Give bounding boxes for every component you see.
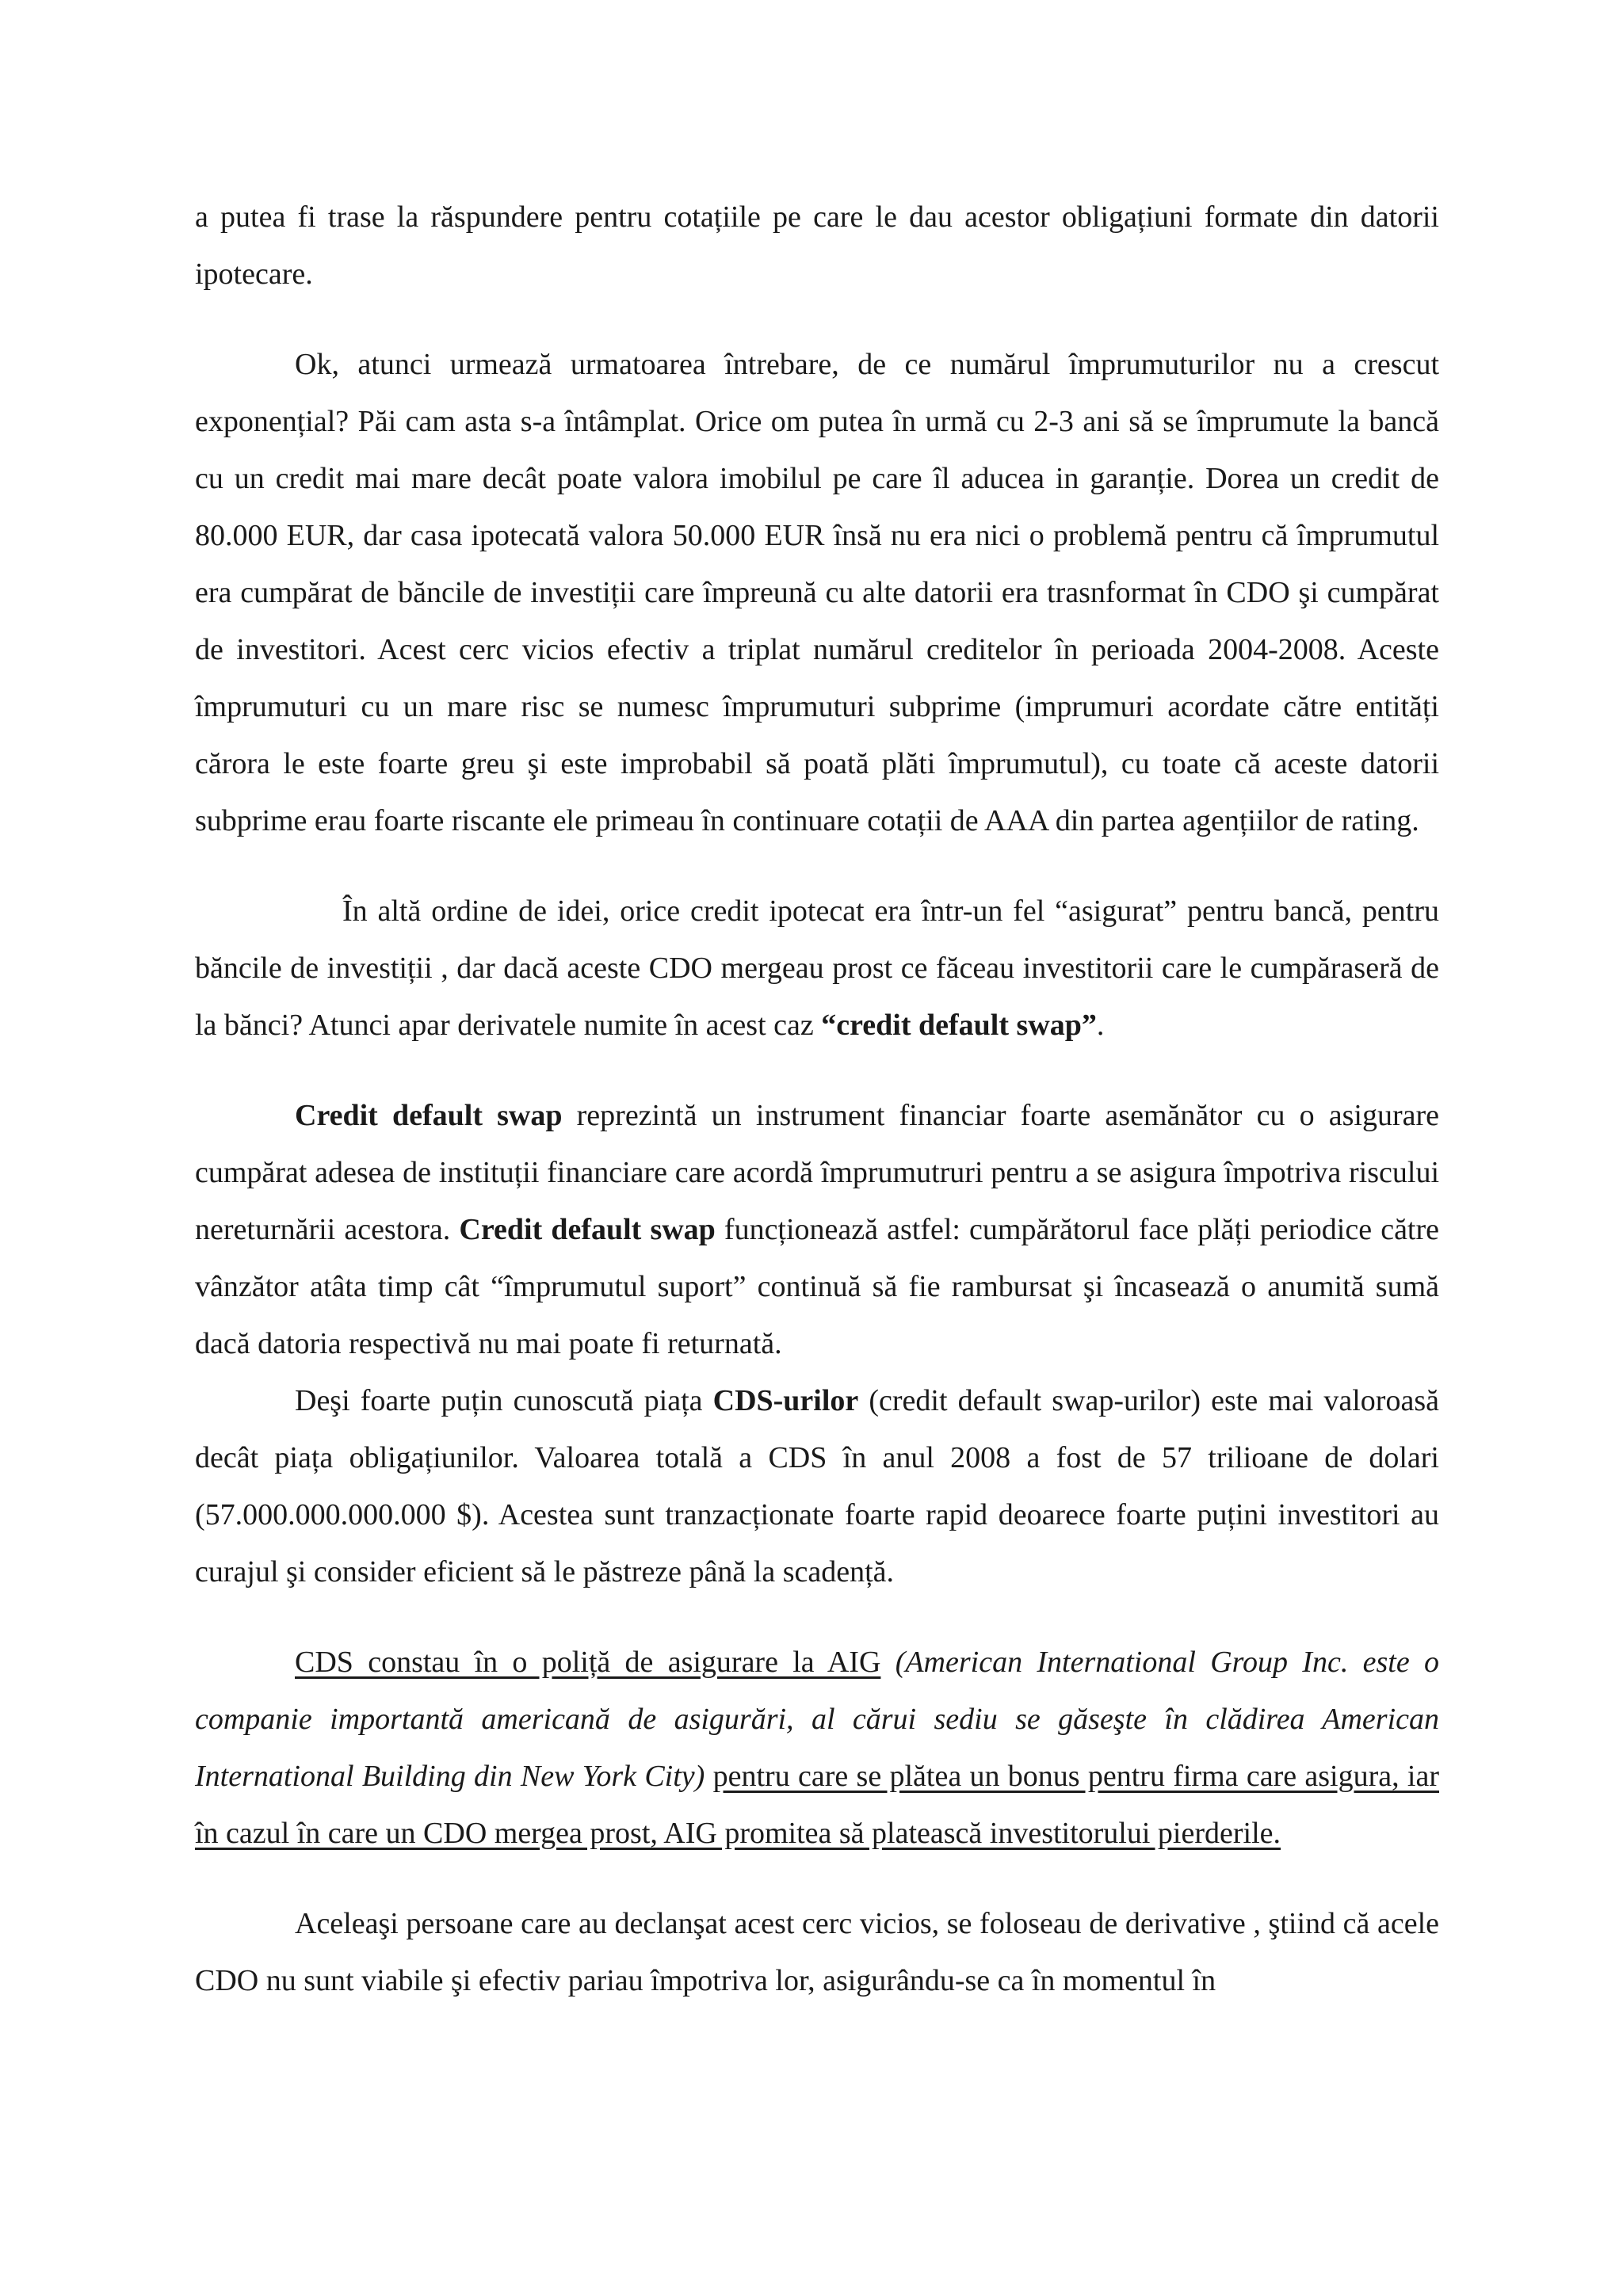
cds-term-bold-2: Credit default swap	[459, 1213, 716, 1246]
paragraph-cds-intro-bold: “credit default swap”	[821, 1009, 1097, 1042]
paragraph-cds-definition	[195, 1087, 1439, 1372]
cds-market-bold: CDS-urilor	[712, 1384, 859, 1417]
aig-policy-underline-1: CDS constau în o poliță de asigurare la AIG	[295, 1646, 881, 1679]
document-body	[195, 189, 1439, 2009]
aig-description-italic: (American International Group Inc. este o companie importantă americană de asigurări, al cărui sediu se găseşte în clădirea American International Building din New York City)	[195, 1646, 1439, 1793]
paragraph-cds-market	[195, 1372, 1439, 1600]
cds-market-text-2: (credit default swap-urilor) este mai valoroasă decât piața obligațiunilor. Valoarea totală a CDS în anul 2008 a fost de 57 trilioane de dolari (57.000.000.000.000 $). Acestea sunt tranzacționate foarte rapid deoarece foarte puțini investitori au curajul şi consider eficient să le păstreze până la scadență.	[195, 1384, 1439, 1589]
paragraph-aig-policy	[195, 1634, 1439, 1862]
paragraph-cds-intro-end: .	[1096, 1009, 1105, 1042]
paragraph-cds-intro-text: În altă ordine de idei, orice credit ipotecat era într-un fel “asigurat” pentru bancă, pentru băncile de investiții , dar dacă aceste CDO mergeau prost ce făceau investitorii care le cumpăraseră de la bănci? Atunci apar derivatele numite în acest caz	[195, 894, 1439, 1042]
paragraph-subprime-loans: Ok, atunci urmează urmatoarea întrebare, de ce numărul împrumuturilor nu a crescut exponențial? Păi cam asta s-a întâmplat. Orice om putea în urmă cu 2-3 ani să se împrumute la bancă cu un credit mai mare decât poate valora imobilul pe care îl aducea in garanție. Dorea un credit de 80.000 EUR, dar casa ipotecată valora 50.000 EUR însă nu era nici o problemă pentru că împrumutul era cumpărat de băncile de investiții care împreună cu alte datorii era trasnformat în CDO şi cumpărat de investitori. Acest cerc vicios efectiv a triplat numărul creditelor în perioada 2004-2008. Aceste împrumuturi cu un mare risc se numesc împrumuturi subprime (imprumuri acordate către entități cărora le este foarte greu şi este improbabil să poată plăti împrumutul), cu toate că aceste datorii subprime erau foarte riscante ele primeau în continuare cotații de AAA din partea agențiilor de rating.	[195, 348, 1439, 837]
cds-term-bold-1: Credit default swap	[295, 1099, 563, 1132]
cds-definition-text-2: funcționează astfel: cumpărătorul face plăți periodice către vânzător atâta timp cât “împrumutul suport” continuă să fie rambursat şi încasează o anumită sumă dacă datoria respectivă nu mai poate fi returnată.	[195, 1213, 1440, 1360]
paragraph-cds-intro	[195, 883, 1439, 1054]
paragraph-continuation: a putea fi trase la răspundere pentru cotațiile pe care le dau acestor obligațiuni formate din datorii ipotecare.	[195, 200, 1439, 291]
cds-definition-text-1: reprezintă un instrument financiar foarte asemănător cu o asigurare cumpărat adesea de instituții financiare care acordă împrumutruri pentru a se asigura împotriva riscului nereturnării acestora.	[195, 1099, 1439, 1246]
cds-market-text-1: Deşi foarte puțin cunoscută piața	[295, 1384, 713, 1417]
aig-policy-underline-2: pentru care se plătea un bonus pentru firma care asigura, iar în cazul în care un CDO mergea prost, AIG promitea să platească investitorului pierderile.	[195, 1760, 1439, 1850]
paragraph-derivatives-betting: Aceleaşi persoane care au declanşat acest cerc vicios, se foloseau de derivative , ştiind că acele CDO nu sunt viabile şi efectiv pariau împotriva lor, asigurându-se ca în momentul în	[195, 1907, 1439, 1997]
